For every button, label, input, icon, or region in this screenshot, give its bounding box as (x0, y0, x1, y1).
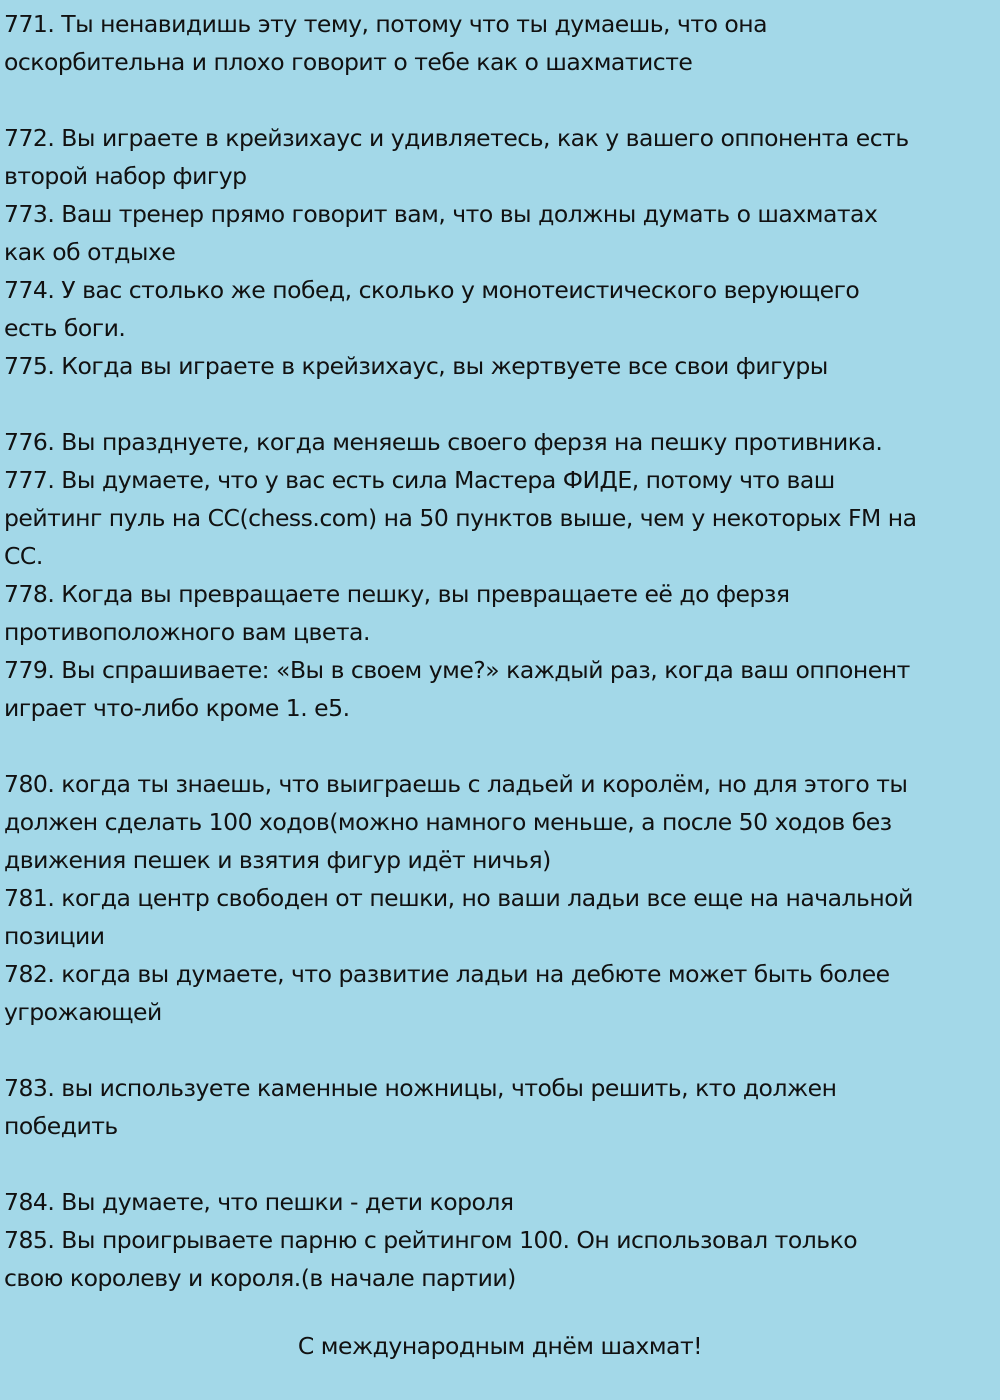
spacer (4, 1031, 1000, 1069)
entry-line: движения пешек и взятия фигур идёт ничья) (4, 846, 551, 874)
entry-line: 775. Когда вы играете в крейзихаус, вы жертвуете все свои фигуры (4, 352, 828, 380)
entry-777 (4, 461, 1000, 575)
entry-line: 779. Вы спрашиваете: «Вы в своем уме?» каждый раз, когда ваш оппонент (4, 656, 910, 684)
entry-776 (4, 423, 1000, 461)
entry-line: 781. когда центр свободен от пешки, но ваши ладьи все еще на начальной (4, 884, 913, 912)
entry-line: 780. когда ты знаешь, что выиграешь с ладьей и королём, но для этого ты (4, 770, 908, 798)
entry-782 (4, 955, 1000, 1031)
entry-775 (4, 347, 1000, 385)
entry-771 (4, 5, 1000, 81)
entry-line: СС. (4, 542, 43, 570)
entry-line: второй набор фигур (4, 162, 247, 190)
entry-785 (4, 1221, 1000, 1297)
entry-784 (4, 1183, 1000, 1221)
entry-line: 785. Вы проигрываете парню с рейтингом 100. Он использовал только (4, 1226, 858, 1254)
entry-line: есть боги. (4, 314, 126, 342)
entry-line: 778. Когда вы превращаете пешку, вы превращаете её до ферзя (4, 580, 790, 608)
entry-780 (4, 765, 1000, 879)
entry-line: 774. У вас столько же побед, сколько у монотеистического верующего (4, 276, 860, 304)
entry-line: 773. Ваш тренер прямо говорит вам, что вы должны думать о шахматах (4, 200, 878, 228)
entry-line: оскорбительна и плохо говорит о тебе как о шахматисте (4, 48, 693, 76)
entry-line: играет что-либо кроме 1. е5. (4, 694, 350, 722)
entry-line: 771. Ты ненавидишь эту тему, потому что ты думаешь, что она (4, 10, 768, 38)
entry-line: рейтинг пуль на СС(chess.com) на 50 пунктов выше, чем у некоторых FM на (4, 504, 917, 532)
entry-772 (4, 119, 1000, 195)
entry-783 (4, 1069, 1000, 1145)
spacer (4, 385, 1000, 423)
entry-774 (4, 271, 1000, 347)
entry-778 (4, 575, 1000, 651)
entry-line: 784. Вы думаете, что пешки - дети короля (4, 1188, 514, 1216)
entry-line: 782. когда вы думаете, что развитие ладьи на дебюте может быть более (4, 960, 890, 988)
entry-line: победить (4, 1112, 118, 1140)
entry-line: должен сделать 100 ходов(можно намного меньше, а после 50 ходов без (4, 808, 892, 836)
entry-line: 777. Вы думаете, что у вас есть сила Мастера ФИДЕ, потому что ваш (4, 466, 835, 494)
entry-line: 772. Вы играете в крейзихаус и удивляетесь, как у вашего оппонента есть (4, 124, 909, 152)
entry-line: угрожающей (4, 998, 162, 1026)
spacer (4, 727, 1000, 765)
entry-line: свою королеву и короля.(в начале партии) (4, 1264, 516, 1292)
entry-line: противоположного вам цвета. (4, 618, 370, 646)
entry-line: как об отдыхе (4, 238, 176, 266)
entry-line: позиции (4, 922, 105, 950)
entry-line: 776. Вы празднуете, когда меняешь своего ферзя на пешку противника. (4, 428, 883, 456)
entry-773 (4, 195, 1000, 271)
footer-greeting: С международным днём шахмат! (297, 1332, 703, 1360)
entry-779 (4, 651, 1000, 727)
entry-line: 783. вы используете каменные ножницы, чтобы решить, кто должен (4, 1074, 837, 1102)
spacer (4, 1145, 1000, 1183)
entry-781 (4, 879, 1000, 955)
spacer (4, 81, 1000, 119)
